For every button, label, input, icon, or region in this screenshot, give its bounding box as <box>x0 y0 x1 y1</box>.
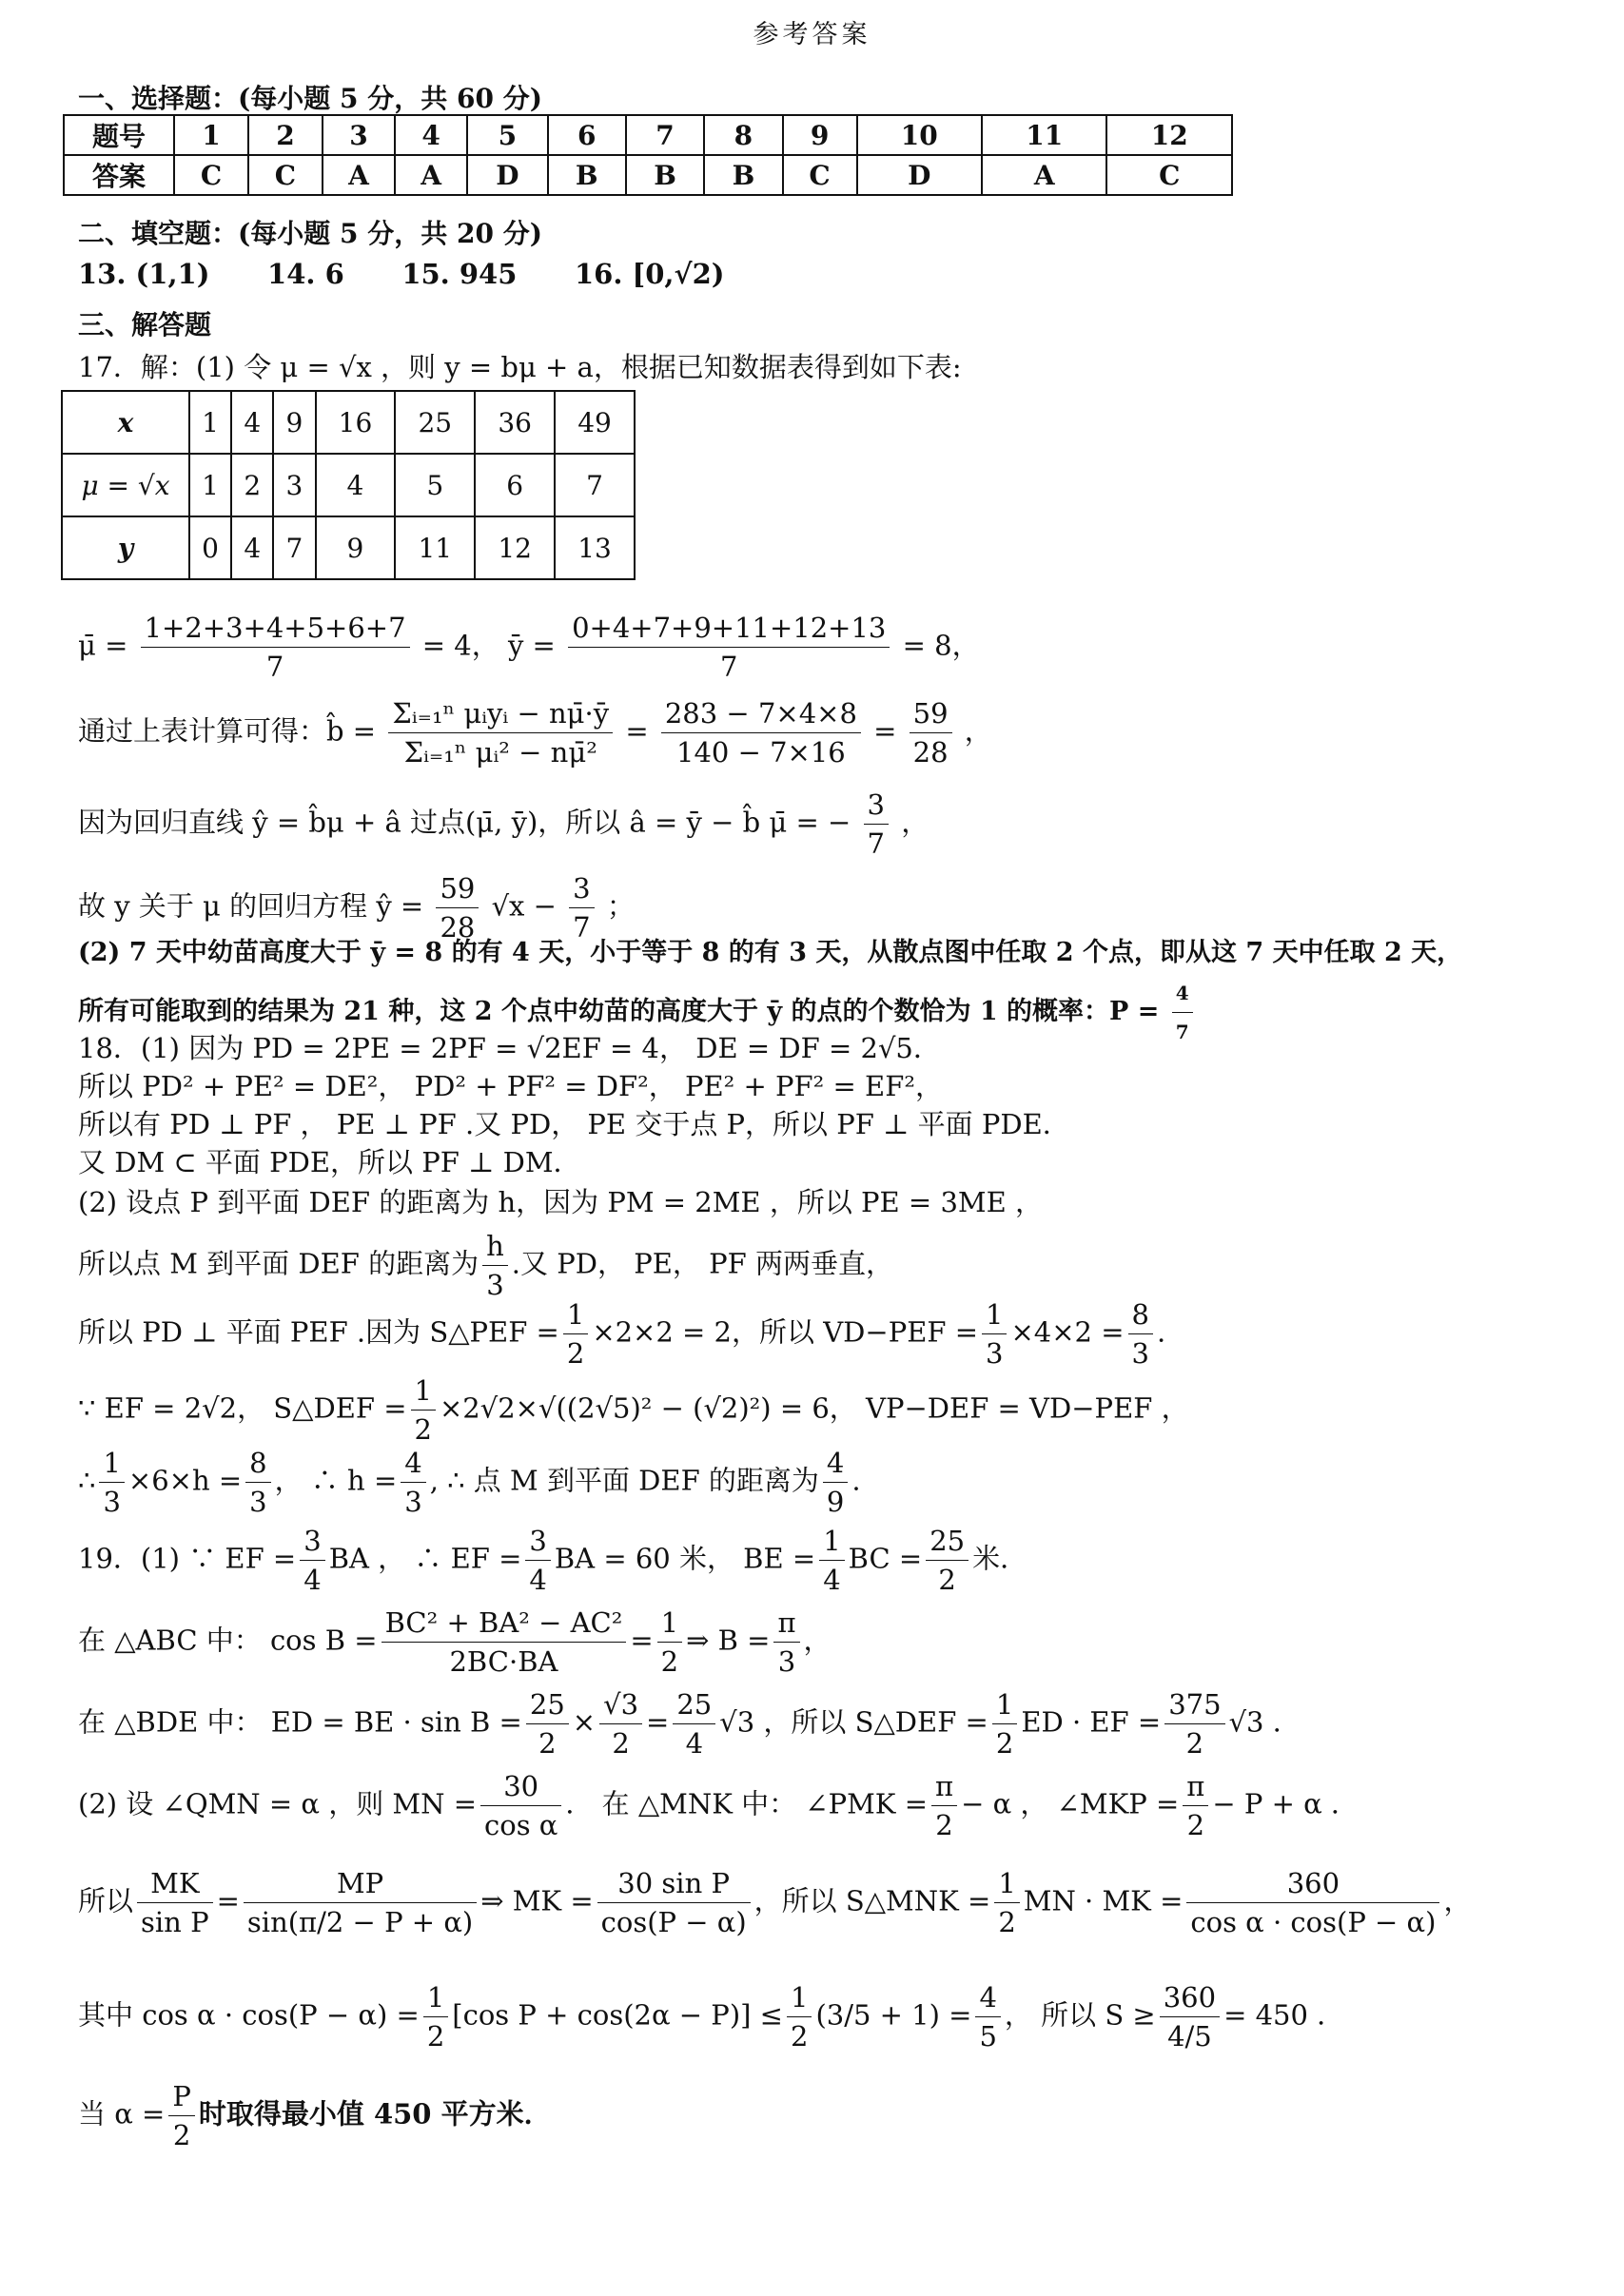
numerator: 1 <box>411 1372 436 1411</box>
num-cell: 1 <box>174 115 248 155</box>
num-cell: 5 <box>467 115 547 155</box>
text: ED · EF = <box>1021 1705 1162 1739</box>
equals-sign: = <box>625 714 649 748</box>
page-title: 参考答案 <box>753 20 871 49</box>
text: 时取得最小值 450 平方米． <box>198 2097 552 2131</box>
fraction <box>1183 1767 1208 1844</box>
numerator: 360 <box>1186 1864 1439 1903</box>
denominator: sin P <box>141 1906 209 1938</box>
slope-label: 通过上表计算可得：b̂ = <box>78 714 377 748</box>
q18-line8 <box>78 1372 1189 1449</box>
numerator: MK <box>137 1864 213 1903</box>
fraction <box>1160 1978 1220 2055</box>
denominator: 4 <box>529 1564 547 1596</box>
denominator: 2 <box>1186 1809 1205 1841</box>
denominator: sin(π/2 − P + α) <box>246 1906 474 1938</box>
text: = <box>646 1705 670 1739</box>
denominator: 3 <box>404 1486 422 1518</box>
fraction <box>823 1444 848 1521</box>
fraction <box>773 1604 799 1681</box>
q19-line5 <box>78 1864 1471 1941</box>
denominator: 3 <box>1131 1337 1149 1370</box>
intercept-fraction <box>864 786 889 863</box>
text: = 450 ． <box>1223 1998 1345 2032</box>
numerator: 25 <box>526 1685 569 1724</box>
mu-cell: 2 <box>231 454 273 516</box>
x-row <box>62 391 635 454</box>
fraction <box>245 1444 270 1521</box>
answer-cell: C <box>248 155 323 195</box>
fraction <box>992 1685 1017 1762</box>
fraction <box>599 1685 642 1762</box>
numerator: π <box>773 1604 799 1643</box>
text: ×2√2×√((2√5)² − (√2)²) = 6， VP−DEF = VD−PEF ， <box>439 1391 1189 1425</box>
y-cell: 9 <box>316 516 396 579</box>
text: ， ∴ h = <box>274 1464 398 1497</box>
section-1-heading: 一、选择题：(每小题 5 分，共 60 分) <box>78 83 542 114</box>
numerator: 3 <box>525 1522 550 1561</box>
x-cell: 49 <box>555 391 635 454</box>
denominator: 140 − 7×16 <box>676 736 846 769</box>
denominator: 3 <box>777 1645 796 1678</box>
numerator: 59 <box>436 869 479 908</box>
punctuation: ， <box>901 806 929 839</box>
text: 当 α = <box>78 2097 166 2131</box>
text: ×2×2 = 2，所以 VD−PEF = <box>592 1315 979 1349</box>
y-cell: 13 <box>555 516 635 579</box>
answer-cell: A <box>982 155 1106 195</box>
answer-cell: A <box>395 155 467 195</box>
numerator: Σᵢ₌₁ⁿ μᵢyᵢ − nμ̄·ȳ <box>388 694 613 733</box>
numerator: 1 <box>819 1522 844 1561</box>
slope-formula-line <box>78 694 992 771</box>
num-cell: 6 <box>548 115 626 155</box>
fraction <box>300 1522 324 1599</box>
q18-line9 <box>78 1444 861 1521</box>
answer-cell: C <box>1106 155 1232 195</box>
numerator: π <box>1183 1767 1208 1806</box>
numerator: 30 sin P <box>597 1864 751 1903</box>
denominator: 7 <box>867 827 885 860</box>
fraction <box>525 1522 550 1599</box>
text: − α ， ∠MKP = <box>961 1787 1180 1820</box>
punctuation: ， <box>964 714 992 748</box>
mean-mu-fraction <box>141 609 410 686</box>
text: 米． <box>972 1542 1028 1575</box>
numerator: P <box>168 2077 195 2116</box>
num-cell: 4 <box>395 115 467 155</box>
num-cell: 12 <box>1106 115 1232 155</box>
fraction <box>657 1604 682 1681</box>
numerator: 1 <box>99 1444 124 1483</box>
denominator: 3 <box>986 1337 1004 1370</box>
q17-intro: 17．解：(1) 令 μ = √x ，则 y = bμ + a，根据已知数据表得到如下表: <box>78 351 962 383</box>
numerator: 1 <box>982 1295 1007 1334</box>
numerator: 1 <box>657 1604 682 1643</box>
answer-row <box>64 155 1232 195</box>
fraction <box>168 2077 195 2154</box>
num-cell: 9 <box>783 115 857 155</box>
denominator: cos α · cos(P − α) <box>1190 1906 1437 1938</box>
fraction <box>819 1522 844 1599</box>
fraction <box>1128 1295 1153 1372</box>
text: √3 ，所以 S△DEF = <box>719 1705 988 1739</box>
row-label: 答案 <box>64 155 174 195</box>
denominator: 4 <box>823 1564 841 1596</box>
answer-cell: B <box>548 155 626 195</box>
mu-header: μ = √x <box>62 454 189 516</box>
fraction <box>787 1978 812 2055</box>
numerator: 1 <box>423 1978 448 2017</box>
numerator: 8 <box>1128 1295 1153 1334</box>
text: 在 △ABC 中： cos B = <box>78 1624 378 1657</box>
mu-cell: 7 <box>555 454 635 516</box>
slope-value-fraction <box>910 694 952 771</box>
numerator: √3 <box>599 1685 642 1724</box>
numerator: 59 <box>910 694 952 733</box>
text: ×6×h = <box>127 1464 243 1497</box>
denominator: 28 <box>440 911 476 944</box>
denominator: 7 <box>265 651 284 683</box>
numerator: 3 <box>300 1522 324 1561</box>
text: = <box>216 1884 240 1917</box>
text: 所以 <box>78 1884 134 1917</box>
text: ∵ EF = 2√2， S△DEF = <box>78 1391 407 1425</box>
q19-line4 <box>78 1767 1359 1844</box>
means-line <box>78 609 980 686</box>
denominator: cos(P − α) <box>600 1906 747 1938</box>
intercept-text: 因为回归直线 ŷ = b̂μ + â 过点(μ̄, ȳ)，所以 â = ȳ − b̂ μ̄ = − <box>78 806 851 839</box>
denominator: 2 <box>414 1413 432 1446</box>
x-cell: 1 <box>189 391 231 454</box>
denominator: 9 <box>826 1486 845 1518</box>
mean-mu-label: μ̄ = <box>78 629 128 662</box>
denominator: 2 <box>790 2020 809 2053</box>
y-cell: 7 <box>273 516 315 579</box>
mean-y-label: ȳ = <box>507 629 556 662</box>
punctuation: ； <box>606 889 635 923</box>
text: BA = 60 米， BE = <box>554 1542 816 1575</box>
fraction <box>99 1444 124 1521</box>
denominator: 2 <box>612 1727 630 1760</box>
num-cell: 7 <box>626 115 704 155</box>
q18-line4: 又 DM ⊂ 平面 PDE，所以 PF ⊥ DM． <box>78 1146 581 1178</box>
text: 19．(1) ∵ EF = <box>78 1542 297 1575</box>
denominator: 2BC·BA <box>449 1645 558 1678</box>
num-cell: 3 <box>323 115 395 155</box>
q18-line2: 所以 PD² + PE² = DE²， PD² + PF² = DF²， PE² + PF² = EF²， <box>78 1070 943 1102</box>
answer-cell: B <box>626 155 704 195</box>
denominator: 3 <box>486 1269 504 1301</box>
intercept-line <box>78 786 929 863</box>
denominator: 4 <box>303 1564 322 1596</box>
y-cell: 12 <box>475 516 555 579</box>
fraction <box>482 1227 508 1304</box>
regression-table <box>61 390 636 580</box>
text: ， 所以 S ≥ <box>1004 1998 1156 2032</box>
fraction <box>673 1685 715 1762</box>
num-cell: 10 <box>857 115 982 155</box>
text: 所以 PD ⊥ 平面 PEF .因为 S△PEF = <box>78 1315 559 1349</box>
mu-row <box>62 454 635 516</box>
numerator: 1+2+3+4+5+6+7 <box>141 609 410 648</box>
mu-cell: 5 <box>395 454 475 516</box>
denominator: 4/5 <box>1167 2020 1212 2053</box>
y-cell: 4 <box>231 516 273 579</box>
mu-cell: 1 <box>189 454 231 516</box>
y-cell: 0 <box>189 516 231 579</box>
answer-cell: C <box>174 155 248 195</box>
text: ⇒ MK = <box>480 1884 594 1917</box>
mean-y-fraction <box>568 609 890 686</box>
denominator: 7 <box>1175 1021 1189 1043</box>
fraction <box>1164 1685 1224 1762</box>
denominator: 28 <box>912 736 949 769</box>
text: . <box>1156 1315 1166 1349</box>
q19-line2 <box>78 1604 832 1681</box>
num-cell: 11 <box>982 115 1106 155</box>
denominator: 2 <box>995 1727 1014 1760</box>
numerator: 1 <box>787 1978 812 2017</box>
choice-answer-table <box>63 114 1233 196</box>
num-cell: 2 <box>248 115 323 155</box>
text: [cos P + cos(2α − P)] ≤ <box>452 1998 783 2032</box>
denominator: 4 <box>685 1727 704 1760</box>
denominator: 7 <box>720 651 738 683</box>
denominator: 7 <box>573 911 591 944</box>
text: , ∴ 点 M 到平面 DEF 的距离为 <box>429 1464 819 1497</box>
section-3-heading: 三、解答题 <box>78 309 212 341</box>
answer-cell: D <box>467 155 547 195</box>
q18-line7 <box>78 1295 1165 1372</box>
equation-middle: √x − <box>491 889 557 923</box>
numerator: 4 <box>401 1444 425 1483</box>
denominator: 2 <box>935 1809 953 1841</box>
numerator: 4 <box>823 1444 848 1483</box>
fraction <box>411 1372 436 1449</box>
q18-line6 <box>78 1227 893 1304</box>
x-cell: 9 <box>273 391 315 454</box>
denominator: 2 <box>566 1337 585 1370</box>
equation-text: 故 y 关于 μ 的回归方程 ŷ = <box>78 889 424 923</box>
x-header: x <box>62 391 189 454</box>
denominator: 3 <box>103 1486 121 1518</box>
text: (2) 设 ∠QMN = α ，则 MN = <box>78 1787 477 1820</box>
row-label: 题号 <box>64 115 174 155</box>
fraction <box>1186 1864 1439 1941</box>
y-row <box>62 516 635 579</box>
mu-cell: 6 <box>475 454 555 516</box>
y-header: y <box>62 516 189 579</box>
x-cell: 16 <box>316 391 396 454</box>
mu-cell: 3 <box>273 454 315 516</box>
mu-cell: 4 <box>316 454 396 516</box>
text: 其中 cos α · cos(P − α) = <box>78 1998 420 2032</box>
mean-y-result: = 8， <box>902 629 980 662</box>
denominator: 5 <box>979 2020 997 2053</box>
numerator: MP <box>244 1864 477 1903</box>
text: ∴ <box>78 1464 96 1497</box>
text: = <box>630 1624 654 1657</box>
text: ． 在 △MNK 中： ∠PMK = <box>565 1787 928 1820</box>
denominator: 2 <box>938 1564 956 1596</box>
slope-formula-fraction <box>388 694 613 771</box>
q19-line1 <box>78 1522 1027 1599</box>
q19-line6 <box>78 1978 1344 2055</box>
text: MN · MK = <box>1023 1884 1184 1917</box>
numerator: 4 <box>975 1978 1000 2017</box>
text: . <box>851 1464 861 1497</box>
equals-sign: = <box>873 714 897 748</box>
numerator: 30 <box>480 1767 561 1806</box>
text: 在 △BDE 中： ED = BE · sin B = <box>78 1705 522 1739</box>
numerator: 1 <box>994 1864 1019 1903</box>
answer-cell: A <box>323 155 395 195</box>
text: ×4×2 = <box>1010 1315 1125 1349</box>
q17-part2-line1: (2) 7 天中幼苗高度大于 ȳ = 8 的有 4 天，小于等于 8 的有 3 天，从散点图中任取 2 个点，即从这 7 天中任取 2 天， <box>78 938 1463 967</box>
fraction <box>563 1295 588 1372</box>
probability-text: 所有可能取到的结果为 21 种，这 2 个点中幼苗的高度大于 ȳ 的点的个数恰为 1 的概率：P = <box>78 997 1160 1026</box>
probability-fraction <box>1172 974 1193 1051</box>
question-number-row <box>64 115 1232 155</box>
slope-calc-fraction <box>661 694 861 771</box>
numerator: 283 − 7×4×8 <box>661 694 861 733</box>
section-2-heading: 二、填空题：(每小题 5 分，共 20 分) <box>78 218 542 249</box>
fraction <box>926 1522 969 1599</box>
fraction <box>597 1864 751 1941</box>
text: ⇒ B = <box>686 1624 771 1657</box>
denominator: 2 <box>172 2119 191 2151</box>
fraction <box>982 1295 1007 1372</box>
q18-line3: 所以有 PD ⊥ PF ， PE ⊥ PF .又 PD， PE 交于点 P，所以 PF ⊥ 平面 PDE． <box>78 1108 1070 1140</box>
numerator: 0+4+7+9+11+12+13 <box>568 609 890 648</box>
num-cell: 8 <box>704 115 782 155</box>
fraction <box>994 1864 1019 1941</box>
x-cell: 4 <box>231 391 273 454</box>
text: ，所以 S△MNK = <box>753 1884 991 1917</box>
text: BA ， ∴ EF = <box>328 1542 522 1575</box>
denominator: cos α <box>484 1809 558 1841</box>
fraction <box>526 1685 569 1762</box>
numerator: 25 <box>673 1685 715 1724</box>
denominator: Σᵢ₌₁ⁿ μᵢ² − nμ̄² <box>403 736 597 769</box>
denominator: 2 <box>660 1645 679 1678</box>
fraction <box>931 1767 957 1844</box>
text: 所以点 M 到平面 DEF 的距离为 <box>78 1247 479 1280</box>
fill-in-answers: 13. (1,1) 14. 6 15. 945 16. [0,√2) <box>78 258 725 290</box>
text: BC = <box>848 1542 923 1575</box>
q19-line3 <box>78 1685 1301 1762</box>
fraction <box>137 1864 213 1941</box>
numerator: 375 <box>1164 1685 1224 1724</box>
text: × <box>572 1705 597 1739</box>
numerator: π <box>931 1767 957 1806</box>
x-cell: 25 <box>395 391 475 454</box>
text: (3/5 + 1) = <box>815 1998 972 2032</box>
answer-cell: C <box>783 155 857 195</box>
numerator: 8 <box>245 1444 270 1483</box>
numerator: 1 <box>992 1685 1017 1724</box>
fraction <box>480 1767 561 1844</box>
denominator: 2 <box>426 2020 445 2053</box>
x-cell: 36 <box>475 391 555 454</box>
fraction <box>382 1604 627 1681</box>
fraction <box>244 1864 477 1941</box>
denominator: 2 <box>538 1727 557 1760</box>
fraction <box>423 1978 448 2055</box>
text: ， <box>803 1624 832 1657</box>
numerator: 3 <box>569 869 594 908</box>
text: .又 PD， PE， PF 两两垂直， <box>511 1247 893 1280</box>
mean-mu-result: = 4， <box>421 629 499 662</box>
numerator: 1 <box>563 1295 588 1334</box>
numerator: h <box>482 1227 508 1266</box>
y-cell: 11 <box>395 516 475 579</box>
numerator: 360 <box>1160 1978 1220 2017</box>
numerator: 25 <box>926 1522 969 1561</box>
text: √3 ． <box>1228 1705 1301 1739</box>
denominator: 2 <box>998 1906 1016 1938</box>
text: − P + α ． <box>1212 1787 1359 1820</box>
q19-line7 <box>78 2077 552 2154</box>
denominator: 2 <box>1185 1727 1204 1760</box>
numerator: 3 <box>864 786 889 825</box>
numerator: 4 <box>1172 974 1193 1013</box>
text: ， <box>1443 1884 1472 1917</box>
fraction <box>975 1978 1000 2055</box>
q18-line5: (2) 设点 P 到平面 DEF 的距离为 h，因为 PM = 2ME ，所以 PE = 3ME ， <box>78 1186 1043 1218</box>
numerator: BC² + BA² − AC² <box>382 1604 627 1643</box>
denominator: 3 <box>249 1486 267 1518</box>
answer-cell: B <box>704 155 782 195</box>
answer-cell: D <box>857 155 982 195</box>
q18-line1: 18．(1) 因为 PD = 2PE = 2PF = √2EF = 4， DE = DF = 2√5． <box>78 1032 941 1064</box>
fraction <box>401 1444 425 1521</box>
